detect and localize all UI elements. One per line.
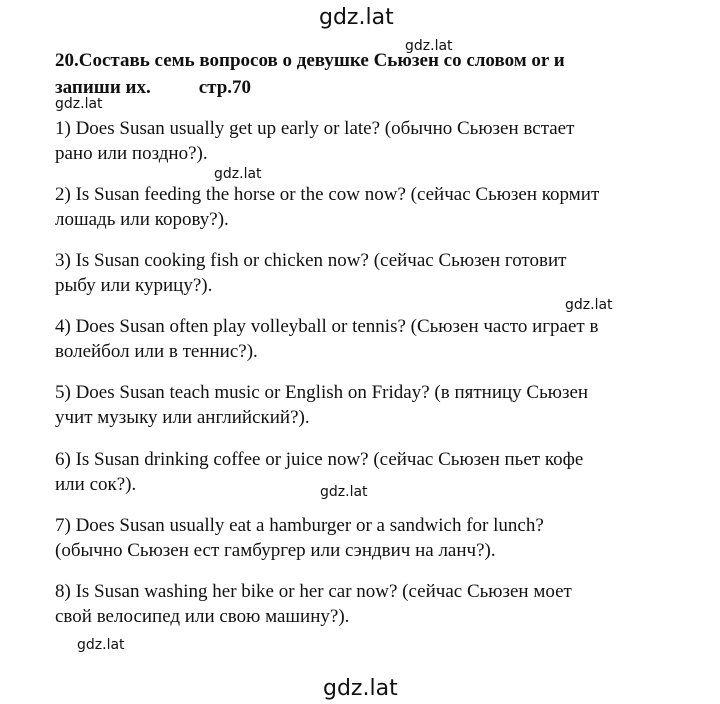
page-reference: стр.70 [198,77,252,98]
answer-4-line-1: 4) Does Susan often play volleyball or tennis? (Сьюзен часто играет в [55,316,599,337]
answer-6-line-1: 6) Is Susan drinking coffee or juice now? (сейчас Сьюзен пьет кофе [55,449,584,470]
watermark-top: gdz.lat [319,5,394,30]
answer-3-line-1: 3) Is Susan cooking fish or chicken now? (сейчас Сьюзен готовит [55,250,567,271]
answer-2-line-1: 2) Is Susan feeding the horse or the cow now? (сейчас Сьюзен кормит [55,184,600,205]
watermark: gdz.lat [214,166,262,182]
task-title-line-2 [55,77,251,99]
watermark: gdz.lat [77,637,125,653]
answer-6-line-2: или сок?). [55,474,137,495]
watermark-bottom: gdz.lat [323,676,398,701]
answer-1-line-1: 1) Does Susan usually get up early or late? (обычно Сьюзен встает [55,118,575,139]
watermark: gdz.lat [320,484,368,500]
answer-8-line-1: 8) Is Susan washing her bike or her car now? (сейчас Сьюзен моет [55,581,572,602]
task-title-text: запиши их. [55,77,151,98]
answer-1-line-2: рано или поздно?). [55,143,208,164]
answer-4-line-2: волейбол или в теннис?). [55,341,258,362]
watermark: gdz.lat [565,297,613,313]
answer-7-line-1: 7) Does Susan usually eat a hamburger or a sandwich for lunch? [55,515,544,536]
watermark: gdz.lat [55,96,103,112]
answer-7-line-2: (обычно Сьюзен ест гамбургер или сэндвич на ланч?). [55,540,496,561]
answer-5-line-1: 5) Does Susan teach music or English on Friday? (в пятницу Сьюзен [55,382,589,403]
answer-8-line-2: свой велосипед или свою машину?). [55,606,350,627]
answer-3-line-2: рыбу или курицу?). [55,275,213,296]
answer-2-line-2: лошадь или корову?). [55,209,229,230]
task-title-line-1: 20.Составь семь вопросов о девушке Сьюзен со словом or и [55,50,565,71]
watermark: gdz.lat [405,38,453,54]
answer-5-line-2: учит музыку или английский?). [55,407,310,428]
